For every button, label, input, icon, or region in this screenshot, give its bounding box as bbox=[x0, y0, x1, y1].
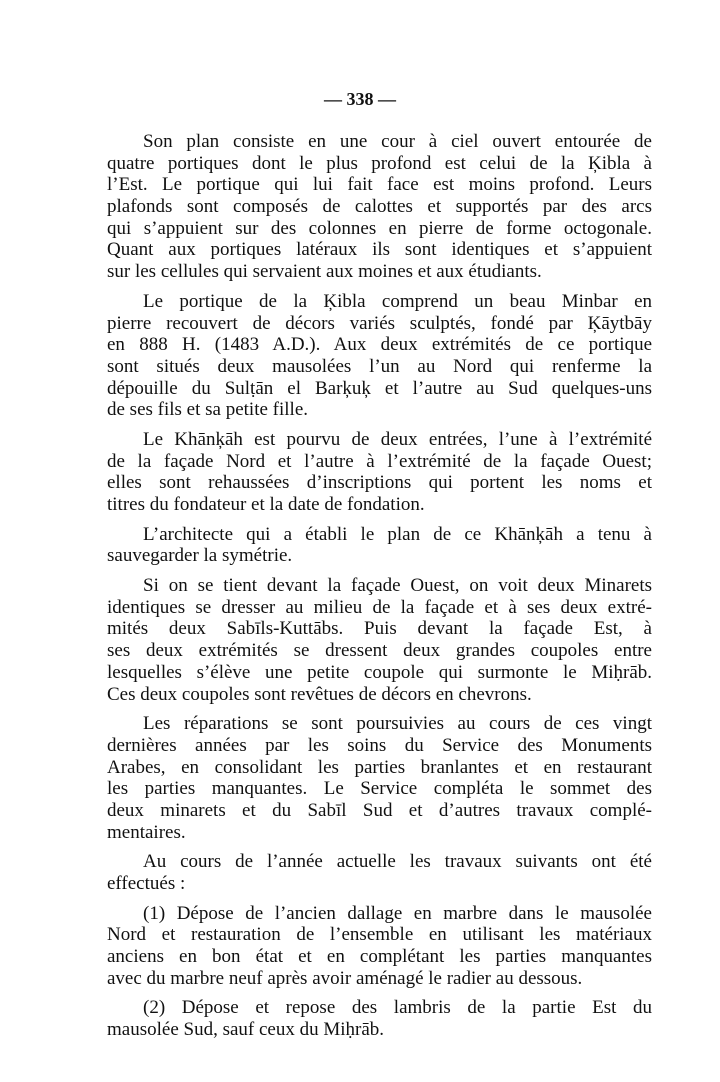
text-line: sur les cellules qui servaient aux moines et aux étudiants. bbox=[107, 261, 542, 283]
text-line: L’architecte qui a établi le plan de ce Khānķāh a tenu à bbox=[143, 523, 652, 545]
text-line: ses deux extrémités se dressent deux grandes coupoles entre bbox=[107, 640, 652, 662]
text-line: quatre portiques dont le plus profond est celui de la Ķibla à bbox=[107, 152, 652, 174]
paragraph bbox=[107, 131, 652, 283]
text-line: sauvegarder la symétrie. bbox=[107, 545, 293, 567]
text-line: identiques se dresser au milieu de la façade et à ses deux extré- bbox=[107, 596, 652, 618]
text-line: plafonds sont composés de calottes et supportés par des arcs bbox=[107, 196, 652, 218]
text-line: de ses fils et sa petite fille. bbox=[107, 399, 309, 421]
text-line: pierre recouvert de décors variés sculptés, fondé par Ķāytbāy bbox=[107, 312, 652, 334]
text-line: Arabes, en consolidant les parties branlantes et en restaurant bbox=[107, 756, 652, 778]
text-line: Le portique de la Ķibla comprend un beau Minbar en bbox=[143, 290, 652, 312]
paragraph bbox=[107, 429, 652, 516]
paragraph bbox=[107, 851, 652, 894]
text-line: les parties manquantes. Le Service compléta le sommet des bbox=[107, 778, 652, 800]
paragraph bbox=[107, 713, 652, 843]
paragraph bbox=[107, 997, 652, 1040]
paragraph bbox=[107, 575, 652, 705]
text-line: mentaires. bbox=[107, 821, 186, 843]
text-line: Si on se tient devant la façade Ouest, on voit deux Minarets bbox=[143, 575, 652, 597]
text-line: deux minarets et du Sabīl Sud et d’autres travaux complé- bbox=[107, 799, 652, 821]
text-line: dernières années par les soins du Service des Monuments bbox=[107, 734, 652, 756]
text-line: l’Est. Le portique qui lui fait face est moins profond. Leurs bbox=[107, 174, 652, 196]
paragraph bbox=[107, 291, 652, 421]
text-line: (1) Dépose de l’ancien dallage en marbre dans le mausolée bbox=[143, 902, 652, 924]
text-line: titres du fondateur et la date de fondation. bbox=[107, 494, 425, 515]
text-line: mausolée Sud, sauf ceux du Miḥrāb. bbox=[107, 1019, 385, 1041]
text-line: effectués : bbox=[107, 873, 186, 894]
text-line: en 888 H. (1483 A.D.). Aux deux extrémités de ce portique bbox=[107, 334, 652, 356]
text-line: Ces deux coupoles sont revêtues de décors en chevrons. bbox=[107, 683, 532, 705]
text-line: de la façade Nord et l’autre à l’extrémité de la façade Ouest; bbox=[107, 450, 652, 472]
text-line: elles sont rehaussées d’inscriptions qui portent les noms et bbox=[107, 472, 652, 494]
text-line: Les réparations se sont poursuivies au cours de ces vingt bbox=[143, 713, 652, 735]
page-number: — 338 — bbox=[324, 89, 396, 109]
text-line: sont situés deux mausolées l’un au Nord qui renferme la bbox=[107, 355, 652, 377]
text-line: mités deux Sabīls-Kuttābs. Puis devant la façade Est, à bbox=[107, 618, 652, 640]
text-line: (2) Dépose et repose des lambris de la partie Est du bbox=[143, 997, 652, 1019]
text-line: Au cours de l’année actuelle les travaux suivants ont été bbox=[143, 851, 652, 873]
text-line: Le Khānķāh est pourvu de deux entrées, l’une à l’extrémité bbox=[143, 428, 652, 450]
paragraph bbox=[107, 524, 652, 567]
body-text bbox=[107, 131, 652, 1049]
text-line: Quant aux portiques latéraux ils sont identiques et s’appuient bbox=[107, 239, 652, 261]
text-line: Son plan consiste en une cour à ciel ouvert entourée de bbox=[143, 131, 652, 152]
text-line: anciens en bon état et en complétant les parties manquantes bbox=[107, 946, 652, 968]
text-line: dépouille du Sulṭān el Barķuķ et l’autre au Sud quelques-uns bbox=[107, 377, 652, 399]
text-line: lesquelles s’élève une petite coupole qui surmonte le Miḥrāb. bbox=[107, 661, 652, 683]
text-line: avec du marbre neuf après avoir aménagé le radier au dessous. bbox=[107, 967, 583, 989]
text-line: qui s’appuient sur des colonnes en pierre de forme octogonale. bbox=[107, 217, 652, 239]
text-line: Nord et restauration de l’ensemble en utilisant les matériaux bbox=[107, 924, 652, 946]
paragraph bbox=[107, 903, 652, 990]
